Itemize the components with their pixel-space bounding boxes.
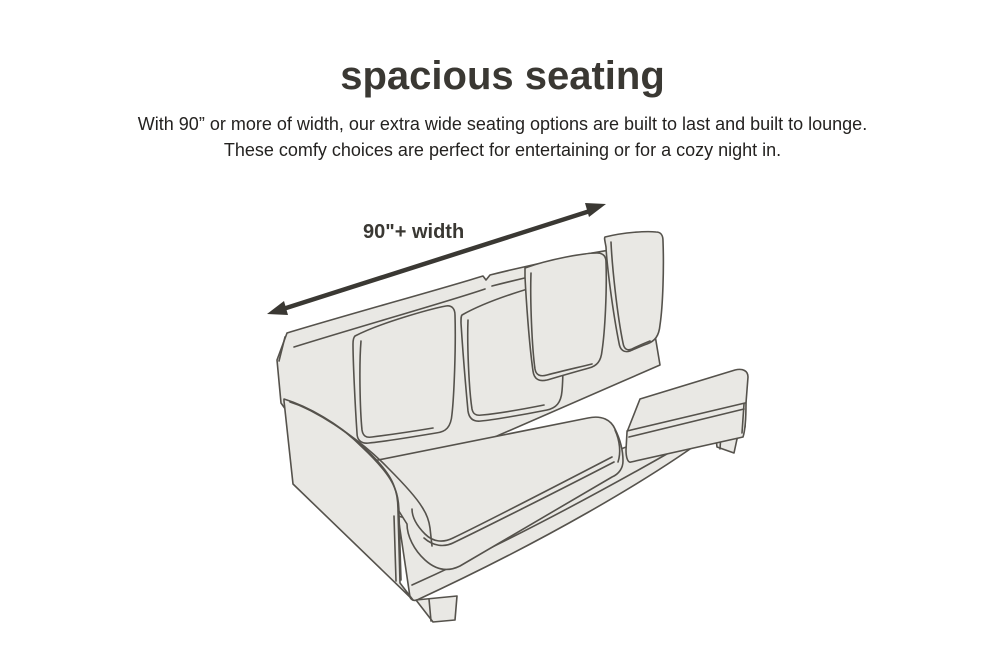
page-title: spacious seating	[340, 54, 665, 98]
arrow-head-right	[585, 203, 606, 217]
back-pillow-3	[525, 253, 606, 381]
dimension-label: 90"+ width	[363, 221, 465, 243]
description-line-2: These comfy choices are perfect for entertaining or for a cozy night in.	[223, 140, 782, 160]
arrow-head-left	[267, 301, 288, 315]
sofa-foot-front	[416, 596, 457, 622]
front-foot-outline	[416, 596, 457, 622]
dimension-label-group	[363, 221, 464, 243]
pillow-3-outline	[525, 253, 606, 381]
description-line-1: With 90” or more of width, our extra wide seating options are built to last and built to lounge.	[137, 114, 868, 134]
